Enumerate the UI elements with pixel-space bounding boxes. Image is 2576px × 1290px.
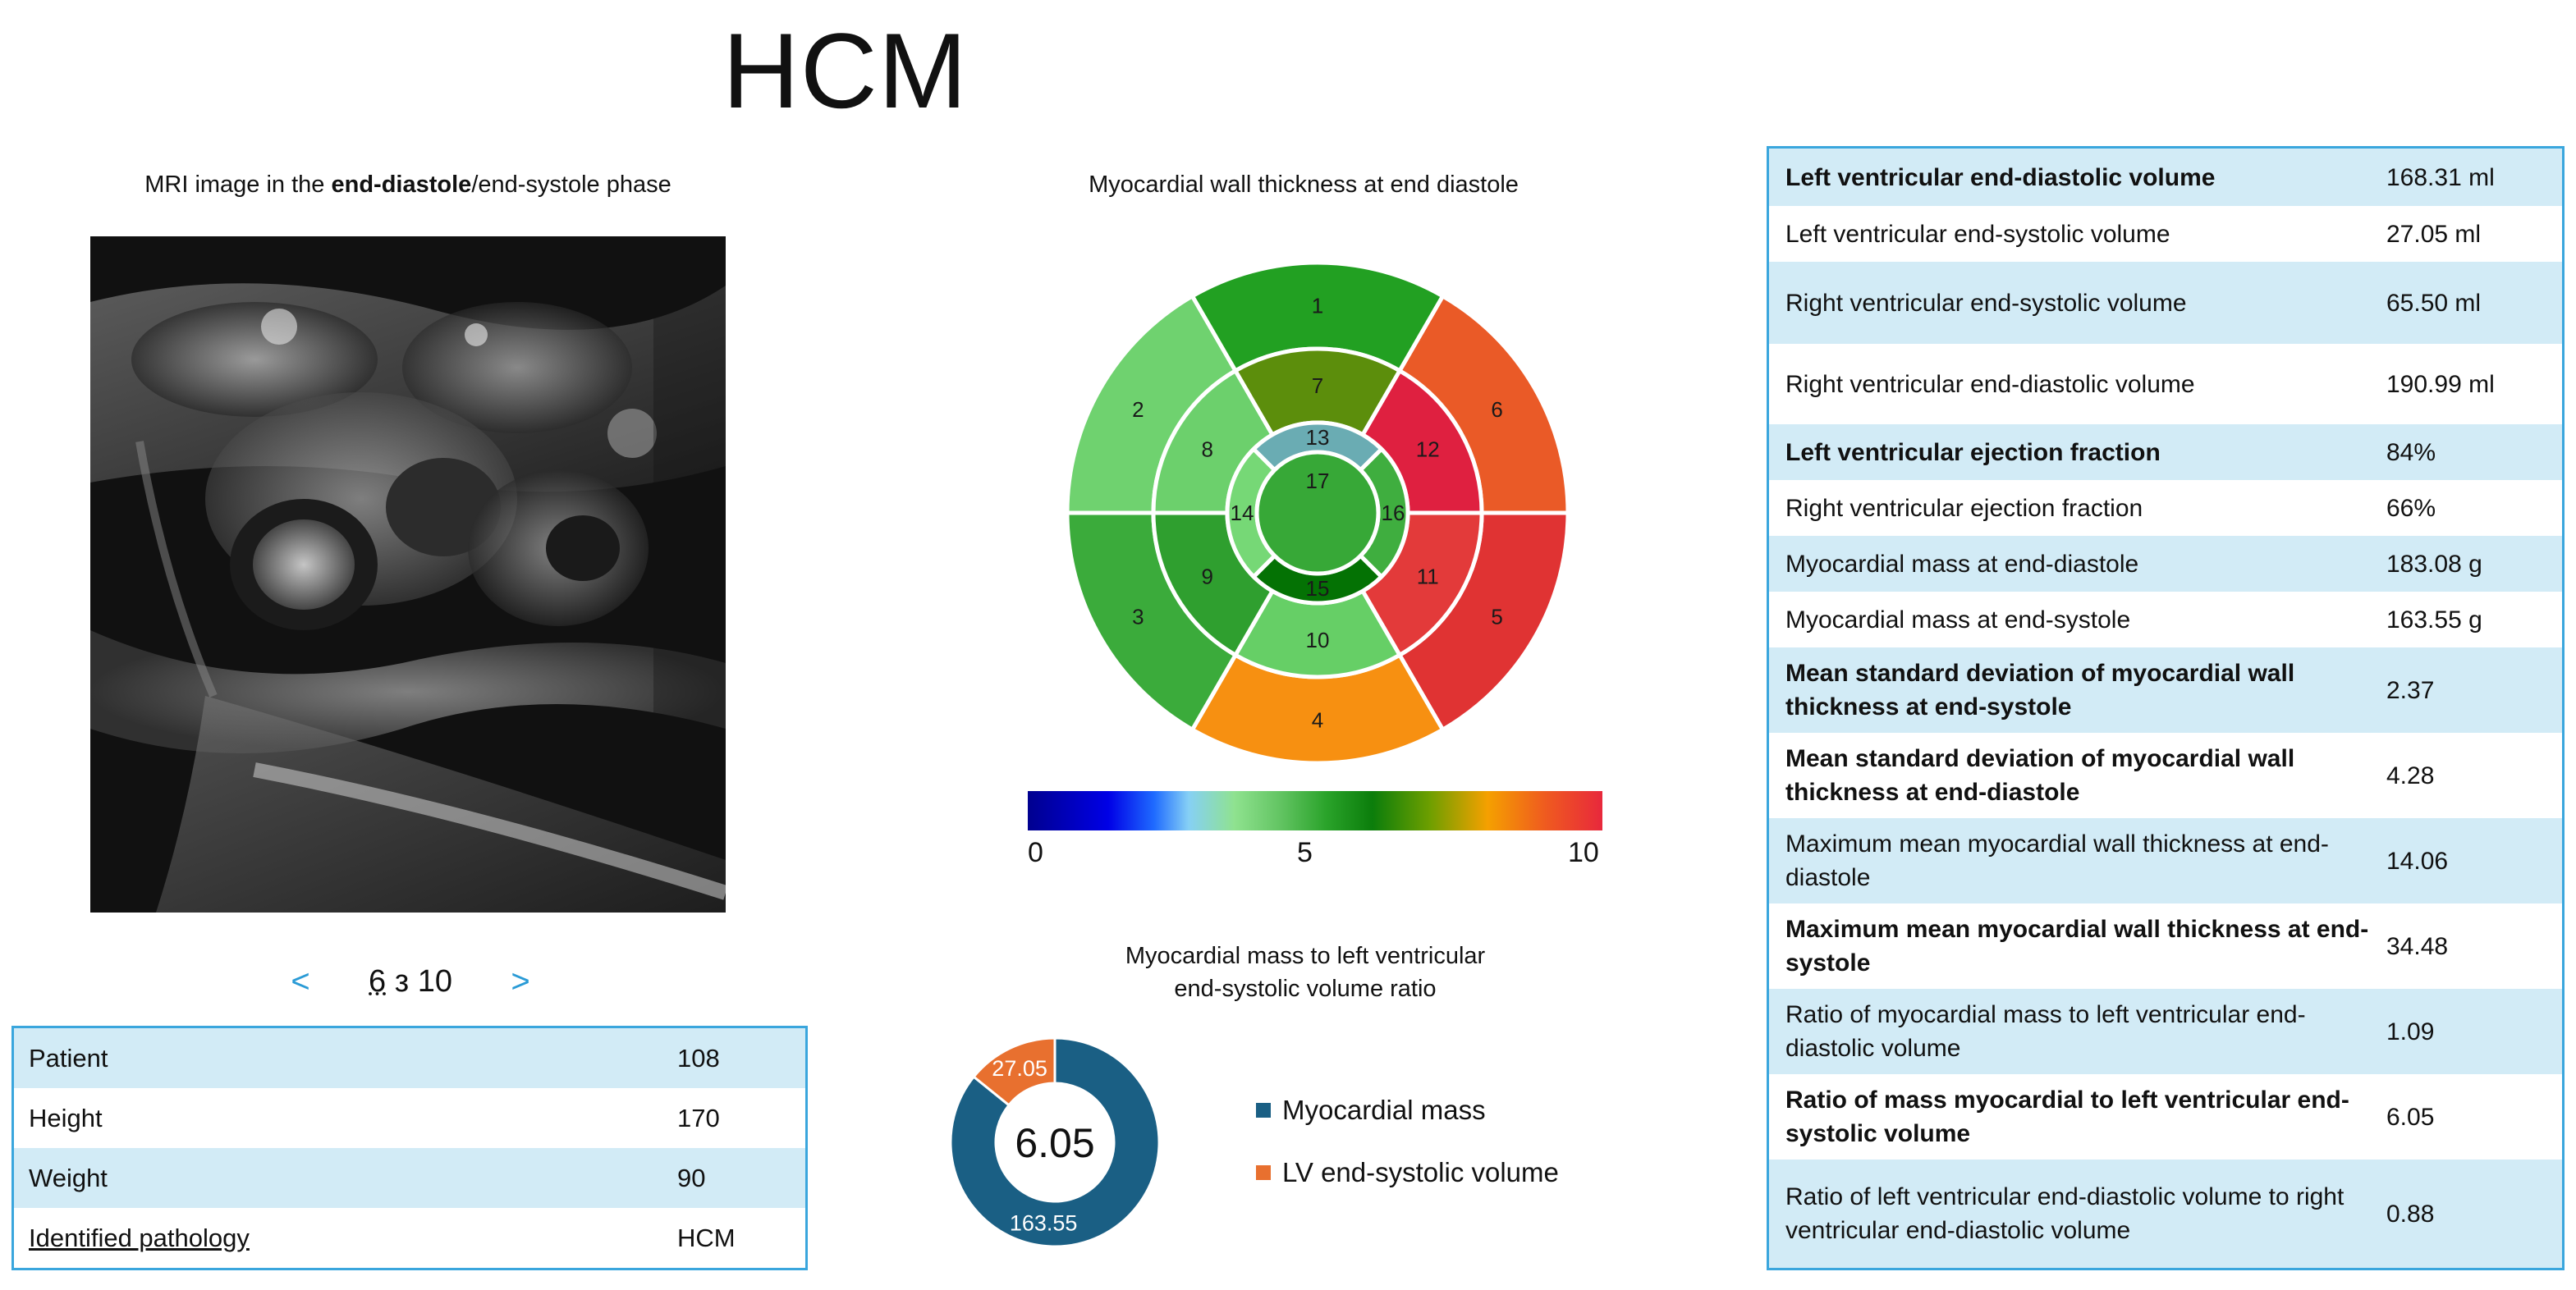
- table-row: [14, 1088, 805, 1148]
- donut-center-value: 6.05: [1015, 1120, 1095, 1166]
- metric-value: 1.09: [2386, 1018, 2435, 1045]
- segment-label: 13: [1305, 425, 1330, 450]
- metric-label: Right ventricular ejection fraction: [1785, 494, 2143, 522]
- metric-label: Right ventricular end-diastolic volume: [1785, 370, 2195, 398]
- table-row: [14, 1028, 805, 1088]
- legend-label: LV end-systolic volume: [1282, 1157, 1559, 1187]
- segment-label: 11: [1416, 564, 1439, 589]
- metric-value: 6.05: [2386, 1103, 2435, 1131]
- table-row: [1769, 262, 2562, 344]
- table-row: [1769, 149, 2562, 206]
- page-title: HCM: [722, 11, 969, 130]
- segment-label: 16: [1381, 501, 1405, 525]
- mri-caption: [49, 168, 767, 201]
- table-row: [1769, 344, 2562, 424]
- metric-value: 163.55 g: [2386, 606, 2482, 634]
- table-row: [1769, 647, 2562, 733]
- donut-chart: [948, 1036, 1162, 1249]
- legend-item-mass: [1256, 1095, 1486, 1126]
- legend-swatch: [1256, 1103, 1271, 1118]
- donut-caption: [1059, 940, 1552, 1005]
- segment-label: 10: [1305, 628, 1330, 652]
- segment-label: 7: [1311, 373, 1324, 398]
- segment-label: 15: [1305, 576, 1330, 601]
- table-row: [1769, 424, 2562, 480]
- metric-value: 0.88: [2386, 1200, 2435, 1228]
- table-row: [1769, 536, 2562, 592]
- metric-value: 34.48: [2386, 932, 2449, 960]
- metric-label: Ratio of left ventricular end-diastolic volume to right ventricular end-diastolic volume: [1785, 1183, 2345, 1244]
- bullseye-plot: [1059, 254, 1576, 771]
- bullseye-caption: Myocardial wall thickness at end diastole: [1089, 172, 1519, 198]
- segment-label: 3: [1132, 604, 1144, 629]
- table-row: [1769, 818, 2562, 903]
- pager-separator: з: [386, 963, 418, 999]
- table-row: [1769, 1160, 2562, 1268]
- table-row: [1769, 903, 2562, 989]
- bullseye-segment-17: [1257, 452, 1378, 574]
- metric-value: 190.99 ml: [2386, 370, 2495, 398]
- pager-total: 10: [417, 963, 452, 999]
- table-row: [1769, 1074, 2562, 1160]
- colorbar-tick-max: 10: [1568, 837, 1599, 868]
- colorbar-tick-mid: 5: [1297, 837, 1313, 868]
- previous-slice-button[interactable]: <: [291, 963, 310, 1000]
- pathology-label: Identified pathology: [29, 1223, 250, 1252]
- legend-item-volume: [1256, 1157, 1559, 1188]
- metric-label: Myocardial mass at end-diastole: [1785, 550, 2139, 578]
- metric-value: 168.31 ml: [2386, 163, 2495, 191]
- metric-value: 2.37: [2386, 676, 2435, 704]
- metric-label: Left ventricular end-systolic volume: [1785, 220, 2170, 248]
- metric-label: Maximum mean myocardial wall thickness at end-systole: [1785, 916, 2369, 977]
- table-row: [14, 1148, 805, 1208]
- metric-label: Left ventricular ejection fraction: [1785, 438, 2161, 466]
- metric-label: Maximum mean myocardial wall thickness at end-diastole: [1785, 830, 2329, 891]
- segment-label: 8: [1201, 437, 1214, 462]
- segment-label: 14: [1230, 501, 1254, 525]
- next-slice-button[interactable]: >: [511, 963, 530, 1000]
- metric-label: Myocardial mass at end-systole: [1785, 606, 2131, 634]
- table-row: [14, 1208, 805, 1268]
- mri-caption-pre: MRI image in the: [144, 172, 332, 198]
- metric-value: 27.05 ml: [2386, 220, 2482, 248]
- metric-label: Mean standard deviation of myocardial wall thickness at end-diastole: [1785, 745, 2295, 806]
- metric-value: 84%: [2386, 438, 2436, 466]
- donut-data-label: 163.55: [1009, 1210, 1078, 1236]
- mri-scan-graphic: [90, 236, 726, 913]
- pager-current: 6: [369, 963, 387, 999]
- mri-caption-post: /end-systole phase: [471, 172, 672, 198]
- metric-value: 183.08 g: [2386, 550, 2482, 578]
- metric-label: Left ventricular end-diastolic volume: [1785, 163, 2216, 191]
- patient-label: Patient: [29, 1043, 108, 1073]
- metrics-table: [1767, 146, 2565, 1270]
- segment-label: 17: [1305, 469, 1330, 493]
- donut-data-label: 27.05: [992, 1056, 1047, 1082]
- legend-label: Myocardial mass: [1282, 1095, 1486, 1125]
- mri-caption-bold: end-diastole: [331, 172, 472, 198]
- height-label: Height: [29, 1103, 103, 1132]
- segment-label: 9: [1201, 564, 1214, 589]
- pathology-value: HCM: [677, 1223, 736, 1252]
- colorbar: [1028, 791, 1602, 830]
- metric-label: Ratio of myocardial mass to left ventricular end-diastolic volume: [1785, 1001, 2306, 1062]
- colorbar-tick-min: 0: [1028, 837, 1043, 868]
- legend-swatch: [1256, 1165, 1271, 1180]
- mri-image: [90, 236, 726, 913]
- donut-caption-line2: end-systolic volume ratio: [1174, 976, 1437, 1002]
- metric-label: Right ventricular end-systolic volume: [1785, 289, 2187, 317]
- donut-caption-line1: Myocardial mass to left ventricular: [1125, 943, 1486, 969]
- table-row: [1769, 592, 2562, 647]
- weight-label: Weight: [29, 1163, 108, 1192]
- patient-info-table: [11, 1026, 808, 1270]
- patient-value: 108: [677, 1043, 720, 1073]
- metric-value: 65.50 ml: [2386, 289, 2482, 317]
- segment-label: 1: [1311, 293, 1324, 318]
- segment-label: 4: [1311, 707, 1324, 733]
- segment-label: 6: [1491, 396, 1503, 422]
- segment-label: 2: [1132, 396, 1144, 422]
- metric-label: Ratio of mass myocardial to left ventricular end-systolic volume: [1785, 1086, 2349, 1147]
- table-row: [1769, 989, 2562, 1074]
- metric-value: 66%: [2386, 494, 2436, 522]
- segment-label: 12: [1415, 437, 1440, 462]
- metric-label: Mean standard deviation of myocardial wall thickness at end-systole: [1785, 660, 2295, 720]
- weight-value: 90: [677, 1163, 706, 1192]
- table-row: [1769, 480, 2562, 536]
- table-row: [1769, 733, 2562, 818]
- metric-value: 4.28: [2386, 762, 2435, 789]
- pager-label: [322, 964, 499, 1000]
- segment-label: 5: [1491, 604, 1503, 629]
- height-value: 170: [677, 1103, 720, 1132]
- table-row: [1769, 206, 2562, 262]
- metric-value: 14.06: [2386, 847, 2449, 875]
- slice-pager: [279, 958, 542, 1004]
